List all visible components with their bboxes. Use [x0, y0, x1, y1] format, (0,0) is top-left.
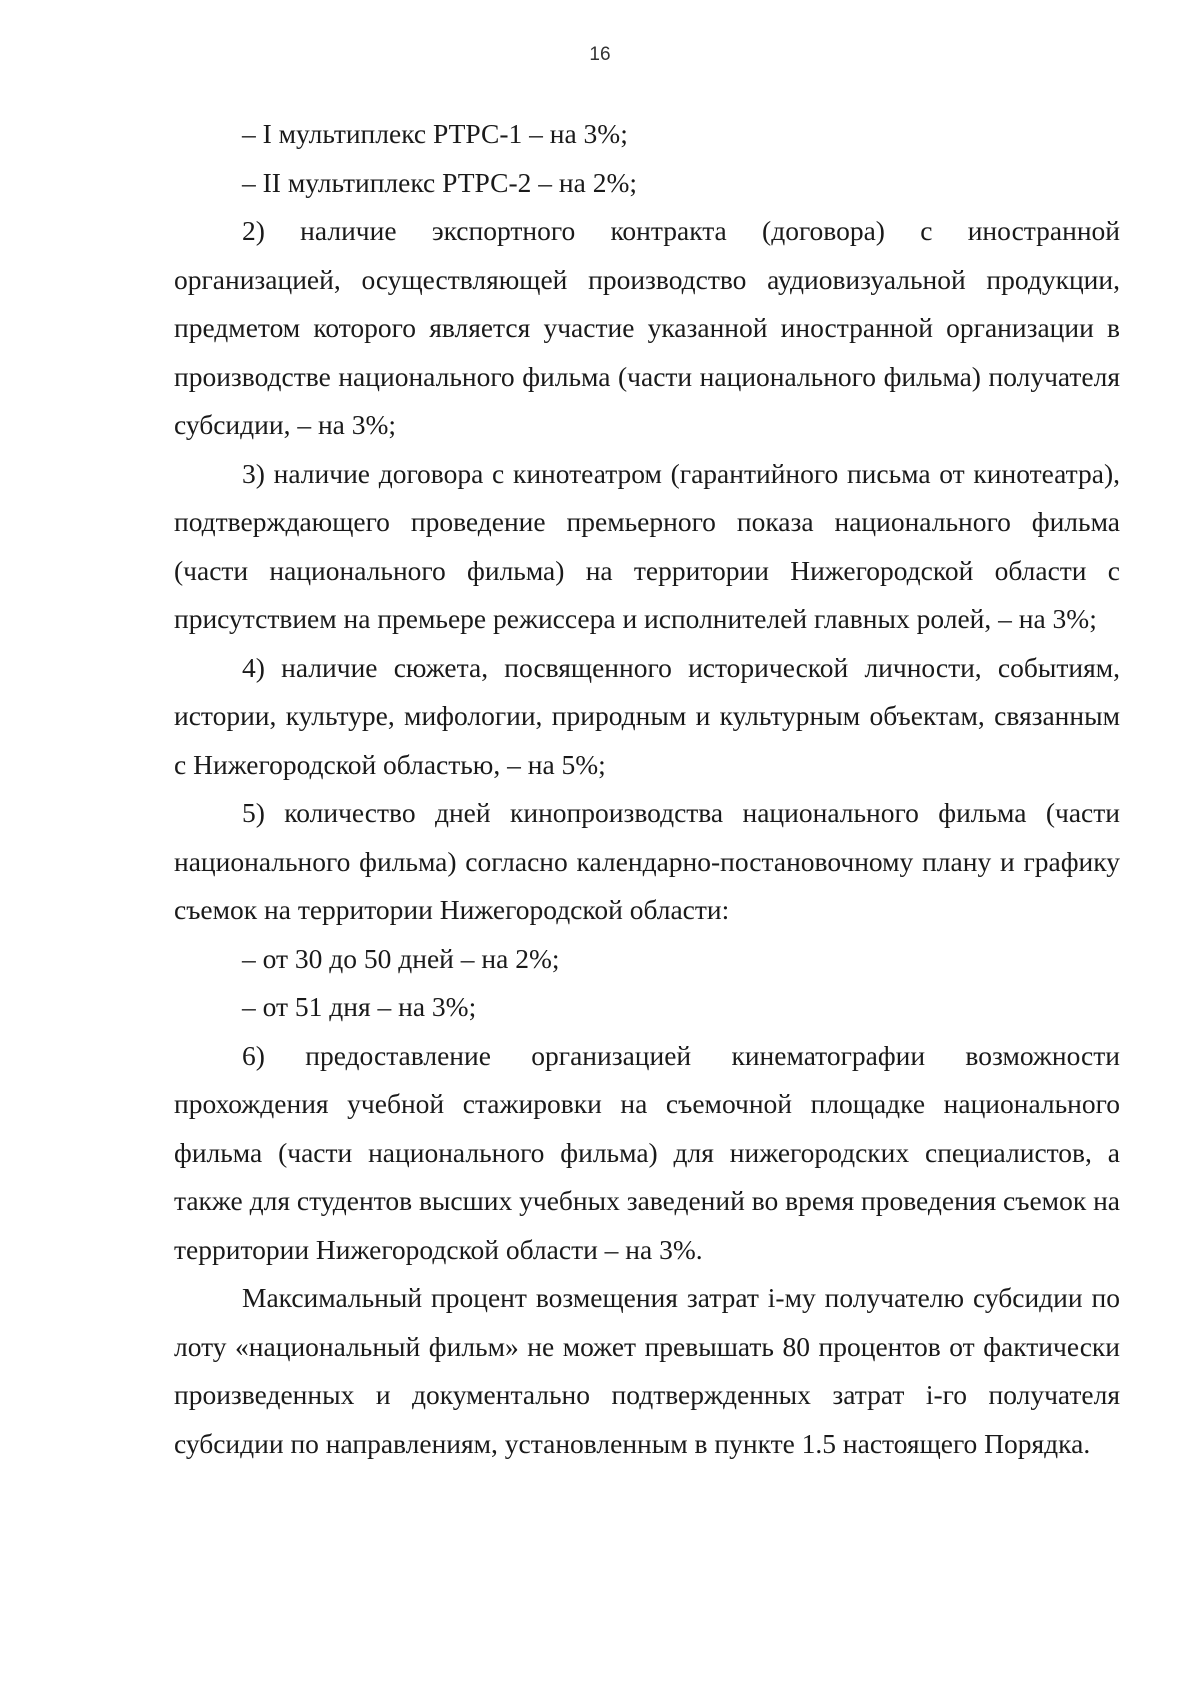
paragraph-item-3: 3) наличие договора с кинотеатром (гарантийного письма от кинотеатра), подтверждающего проведение премьерного показа национального фильма (части национального фильма) на территории Нижегородской области с присутствием на премьере режиссера и исполнителей главных ролей, – на 3%;: [174, 457, 1120, 634]
document-body: [174, 110, 1120, 1468]
paragraph-max-percent: Максимальный процент возмещения затрат i-му получателю субсидии по лоту «национальный фильм» не может превышать 80 процентов от фактически произведенных и документально подтвержденных затрат i-го получателя субсидии по направлениям, установленным в пункте 1.5 настоящего Порядка.: [174, 1282, 1120, 1459]
list-item-multiplex-1: – I мультиплекс РТРС-1 – на 3%;: [242, 118, 628, 149]
list-item-days-51: – от 51 дня – на 3%;: [242, 991, 477, 1022]
list-item-multiplex-2: – II мультиплекс РТРС-2 – на 2%;: [242, 166, 638, 198]
paragraph-item-4: 4) наличие сюжета, посвященного исторической личности, событиям, истории, культуре, мифологии, природным и культурным объектам, связанным с Нижегородской областью, – на 5%;: [174, 651, 1120, 780]
paragraph-item-6: 6) предоставление организацией кинематографии возможности прохождения учебной стажировки на съемочной площадке национального фильма (части национального фильма) для нижегородских специалистов, а также для студентов высших учебных заведений во время проведения съемок на территории Нижегородской области – на 3%.: [174, 1039, 1120, 1265]
paragraph-item-5: 5) количество дней кинопроизводства национального фильма (части национального фильма) согласно календарно-постановочному плану и графику съемок на территории Нижегородской области:: [174, 797, 1120, 925]
list-item-days-30-50: – от 30 до 50 дней – на 2%;: [242, 942, 560, 974]
paragraph-item-2: 2) наличие экспортного контракта (договора) с иностранной организацией, осуществляющей производство аудиовизуальной продукции, предметом которого является участие указанной иностранной организации в производстве национального фильма (части национального фильма) получателя субсидии, – на 3%;: [174, 215, 1120, 440]
page-number: 16: [589, 44, 611, 65]
